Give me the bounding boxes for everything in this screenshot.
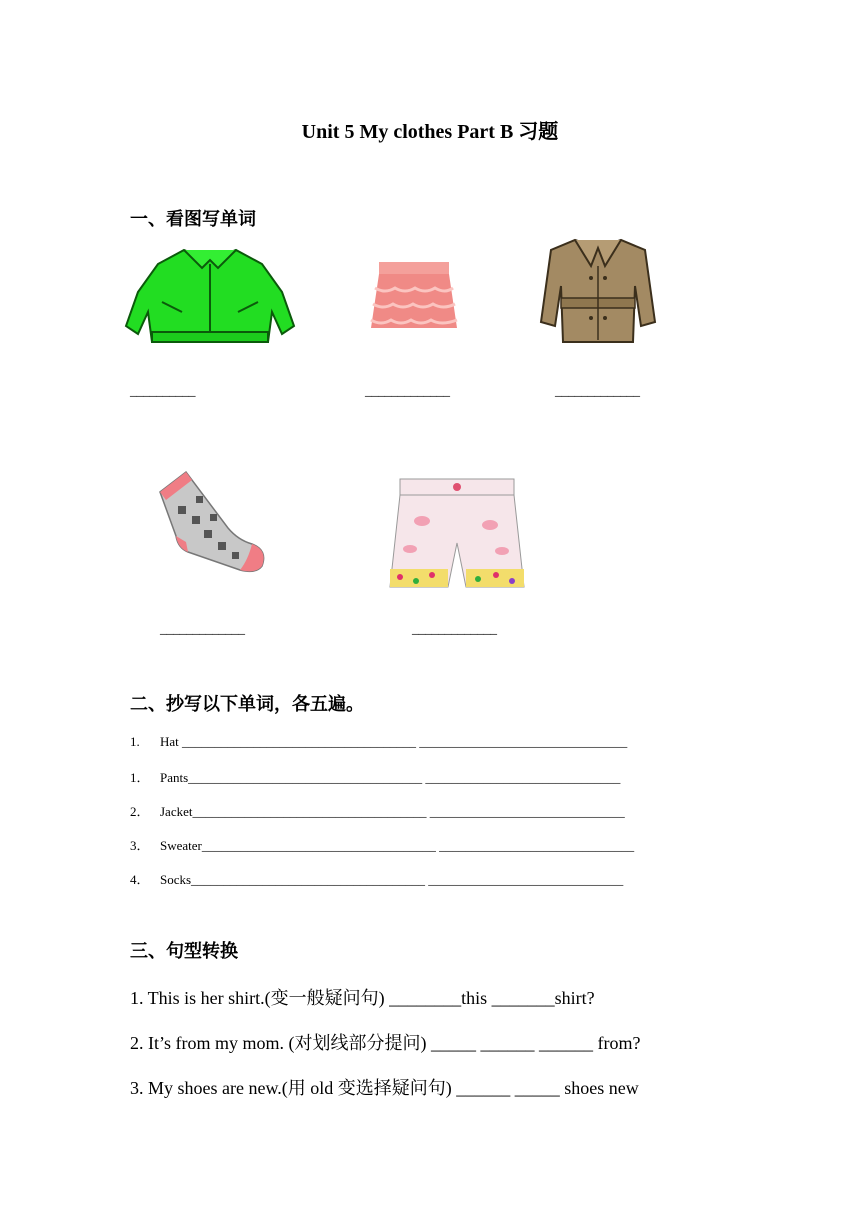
row-line[interactable]: Sweater____________________________________ ______________________________ xyxy=(160,838,635,853)
copy-row[interactable] xyxy=(130,801,625,820)
row-number: 4． xyxy=(130,872,150,887)
shorts-picture xyxy=(386,477,528,589)
row-number: 1. xyxy=(130,734,140,749)
row-number: 1． xyxy=(130,770,150,785)
sock-picture xyxy=(152,466,270,576)
row-number: 3． xyxy=(130,838,150,853)
answer-blank-4[interactable]: _____________ xyxy=(160,622,245,637)
section-2-heading: 二、抄写以下单词，各五遍。 xyxy=(130,694,364,715)
section-1-heading: 一、看图写单词 xyxy=(130,209,256,230)
section-3-heading: 三、句型转换 xyxy=(130,941,238,962)
question-1[interactable]: 1. This is her shirt.(变一般疑问句) ________this _______shirt? xyxy=(130,988,595,1008)
question-2[interactable]: 2. It’s from my mom. (对划线部分提问) _____ ______ ______ from? xyxy=(130,1033,641,1053)
row-line[interactable]: Pants____________________________________ ______________________________ xyxy=(160,770,621,785)
row-line[interactable]: Jacket____________________________________ ______________________________ xyxy=(160,804,625,819)
copy-row[interactable] xyxy=(130,869,623,888)
answer-blank-5[interactable]: _____________ xyxy=(412,622,497,637)
copy-row[interactable] xyxy=(130,734,627,750)
question-3[interactable]: 3. My shoes are new.(用 old 变选择疑问句) ______ _____ shoes new xyxy=(130,1078,639,1098)
copy-row[interactable] xyxy=(130,835,634,854)
skirt-picture xyxy=(365,260,463,332)
row-line[interactable]: Hat ____________________________________ ________________________________ xyxy=(160,734,628,749)
row-number: 2． xyxy=(130,804,150,819)
coat-picture xyxy=(535,236,661,346)
answer-blank-1[interactable]: __________ xyxy=(130,384,195,399)
answer-blank-2[interactable]: _____________ xyxy=(365,384,450,399)
copy-row[interactable] xyxy=(130,767,620,786)
jacket-picture xyxy=(122,242,298,354)
row-line[interactable]: Socks____________________________________ ______________________________ xyxy=(160,872,624,887)
page-title: Unit 5 My clothes Part B 习题 xyxy=(301,121,559,143)
answer-blank-3[interactable]: _____________ xyxy=(555,384,640,399)
